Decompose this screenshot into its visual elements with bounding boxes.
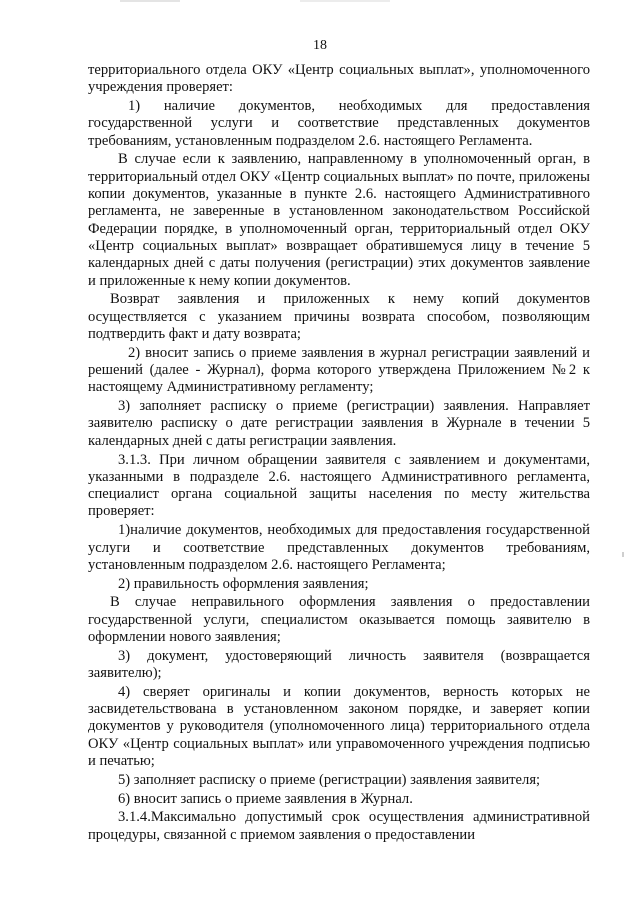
- page-number: 18: [313, 38, 327, 53]
- paragraph: В случае неправильного оформления заявления о предоставлении государственной услуги, специалистом оказывается помощь заявителю в оформлении нового заявления;: [88, 594, 590, 645]
- paragraph: В случае если к заявлению, направленному в уполномоченный орган, в территориальный отдел ОКУ «Центр социальных выплат» по почте, приложены копии документов, указанные в пункте 2.6. настоящего Административного регламента, не заверенные в установленном законодательством Российской Федерации порядке, в уполномоченный орган, территориальный отдел ОКУ «Центр социальных выплат» возвращает обратившемуся лицу в течение 5 календарных дней с даты получения (регистрации) этих документов заявление и приложенные к нему копии документов.: [88, 151, 590, 289]
- paragraph: 2) правильность оформления заявления;: [118, 575, 369, 592]
- paragraph: 5) заполняет расписку о приеме (регистрации) заявления заявителя;: [118, 771, 541, 788]
- scan-artifact: [622, 552, 624, 557]
- paragraph: 1)наличие документов, необходимых для предоставления государственной услуги и соответствие представленных документов требованиям, установленным подразделом 2.6. настоящего Регламента;: [88, 522, 590, 573]
- paragraph: территориального отдела ОКУ «Центр социальных выплат», уполномоченного учреждения проверяет:: [88, 62, 590, 96]
- scan-artifact: [300, 0, 390, 2]
- paragraph: 6) вносит запись о приеме заявления в Журнал.: [118, 790, 413, 807]
- document-body: [88, 62, 590, 846]
- paragraph: 2) вносит запись о приеме заявления в журнал регистрации заявлений и решений (далее - Журнал), форма которого утверждена Приложением №2 к настоящему Административному регламенту;: [88, 344, 590, 396]
- paragraph: 3.1.4.Максимально допустимый срок осуществления административной процедуры, связанной с приемом заявления о предоставлении: [88, 809, 590, 843]
- paragraph: 1) наличие документов, необходимых для предоставления государственной услуги и соответствие представленных документов требованиям, установленным подразделом 2.6. настоящего Регламента.: [88, 98, 590, 149]
- paragraph: 3) документ, удостоверяющий личность заявителя (возвращается заявителю);: [88, 647, 590, 682]
- paragraph: 3) заполняет расписку о приеме (регистрации) заявления. Направляет заявителю расписку о дате регистрации заявления в Журнале в течении 5 календарных дней с даты регистрации заявления.: [88, 398, 590, 449]
- paragraph: 4) сверяет оригиналы и копии документов, верность которых не засвидетельствована в установленном законом порядке, и заверяет копии документов у руководителя (уполномоченного лица) территориального отдела ОКУ «Центр социальных выплат» или управомоченного учреждения подписью и печатью;: [88, 683, 590, 770]
- scan-artifact: [120, 0, 180, 2]
- paragraph: 3.1.3. При личном обращении заявителя с заявлением и документами, указанными в подразделе 2.6. настоящего Административного регламента, специалист органа социальной защиты населения по месту жительства проверяет:: [88, 451, 590, 520]
- paragraph: Возврат заявления и приложенных к нему копий документов осуществляется с указанием причины возврата способом, позволяющим подтвердить факт и дату возврата;: [88, 291, 590, 342]
